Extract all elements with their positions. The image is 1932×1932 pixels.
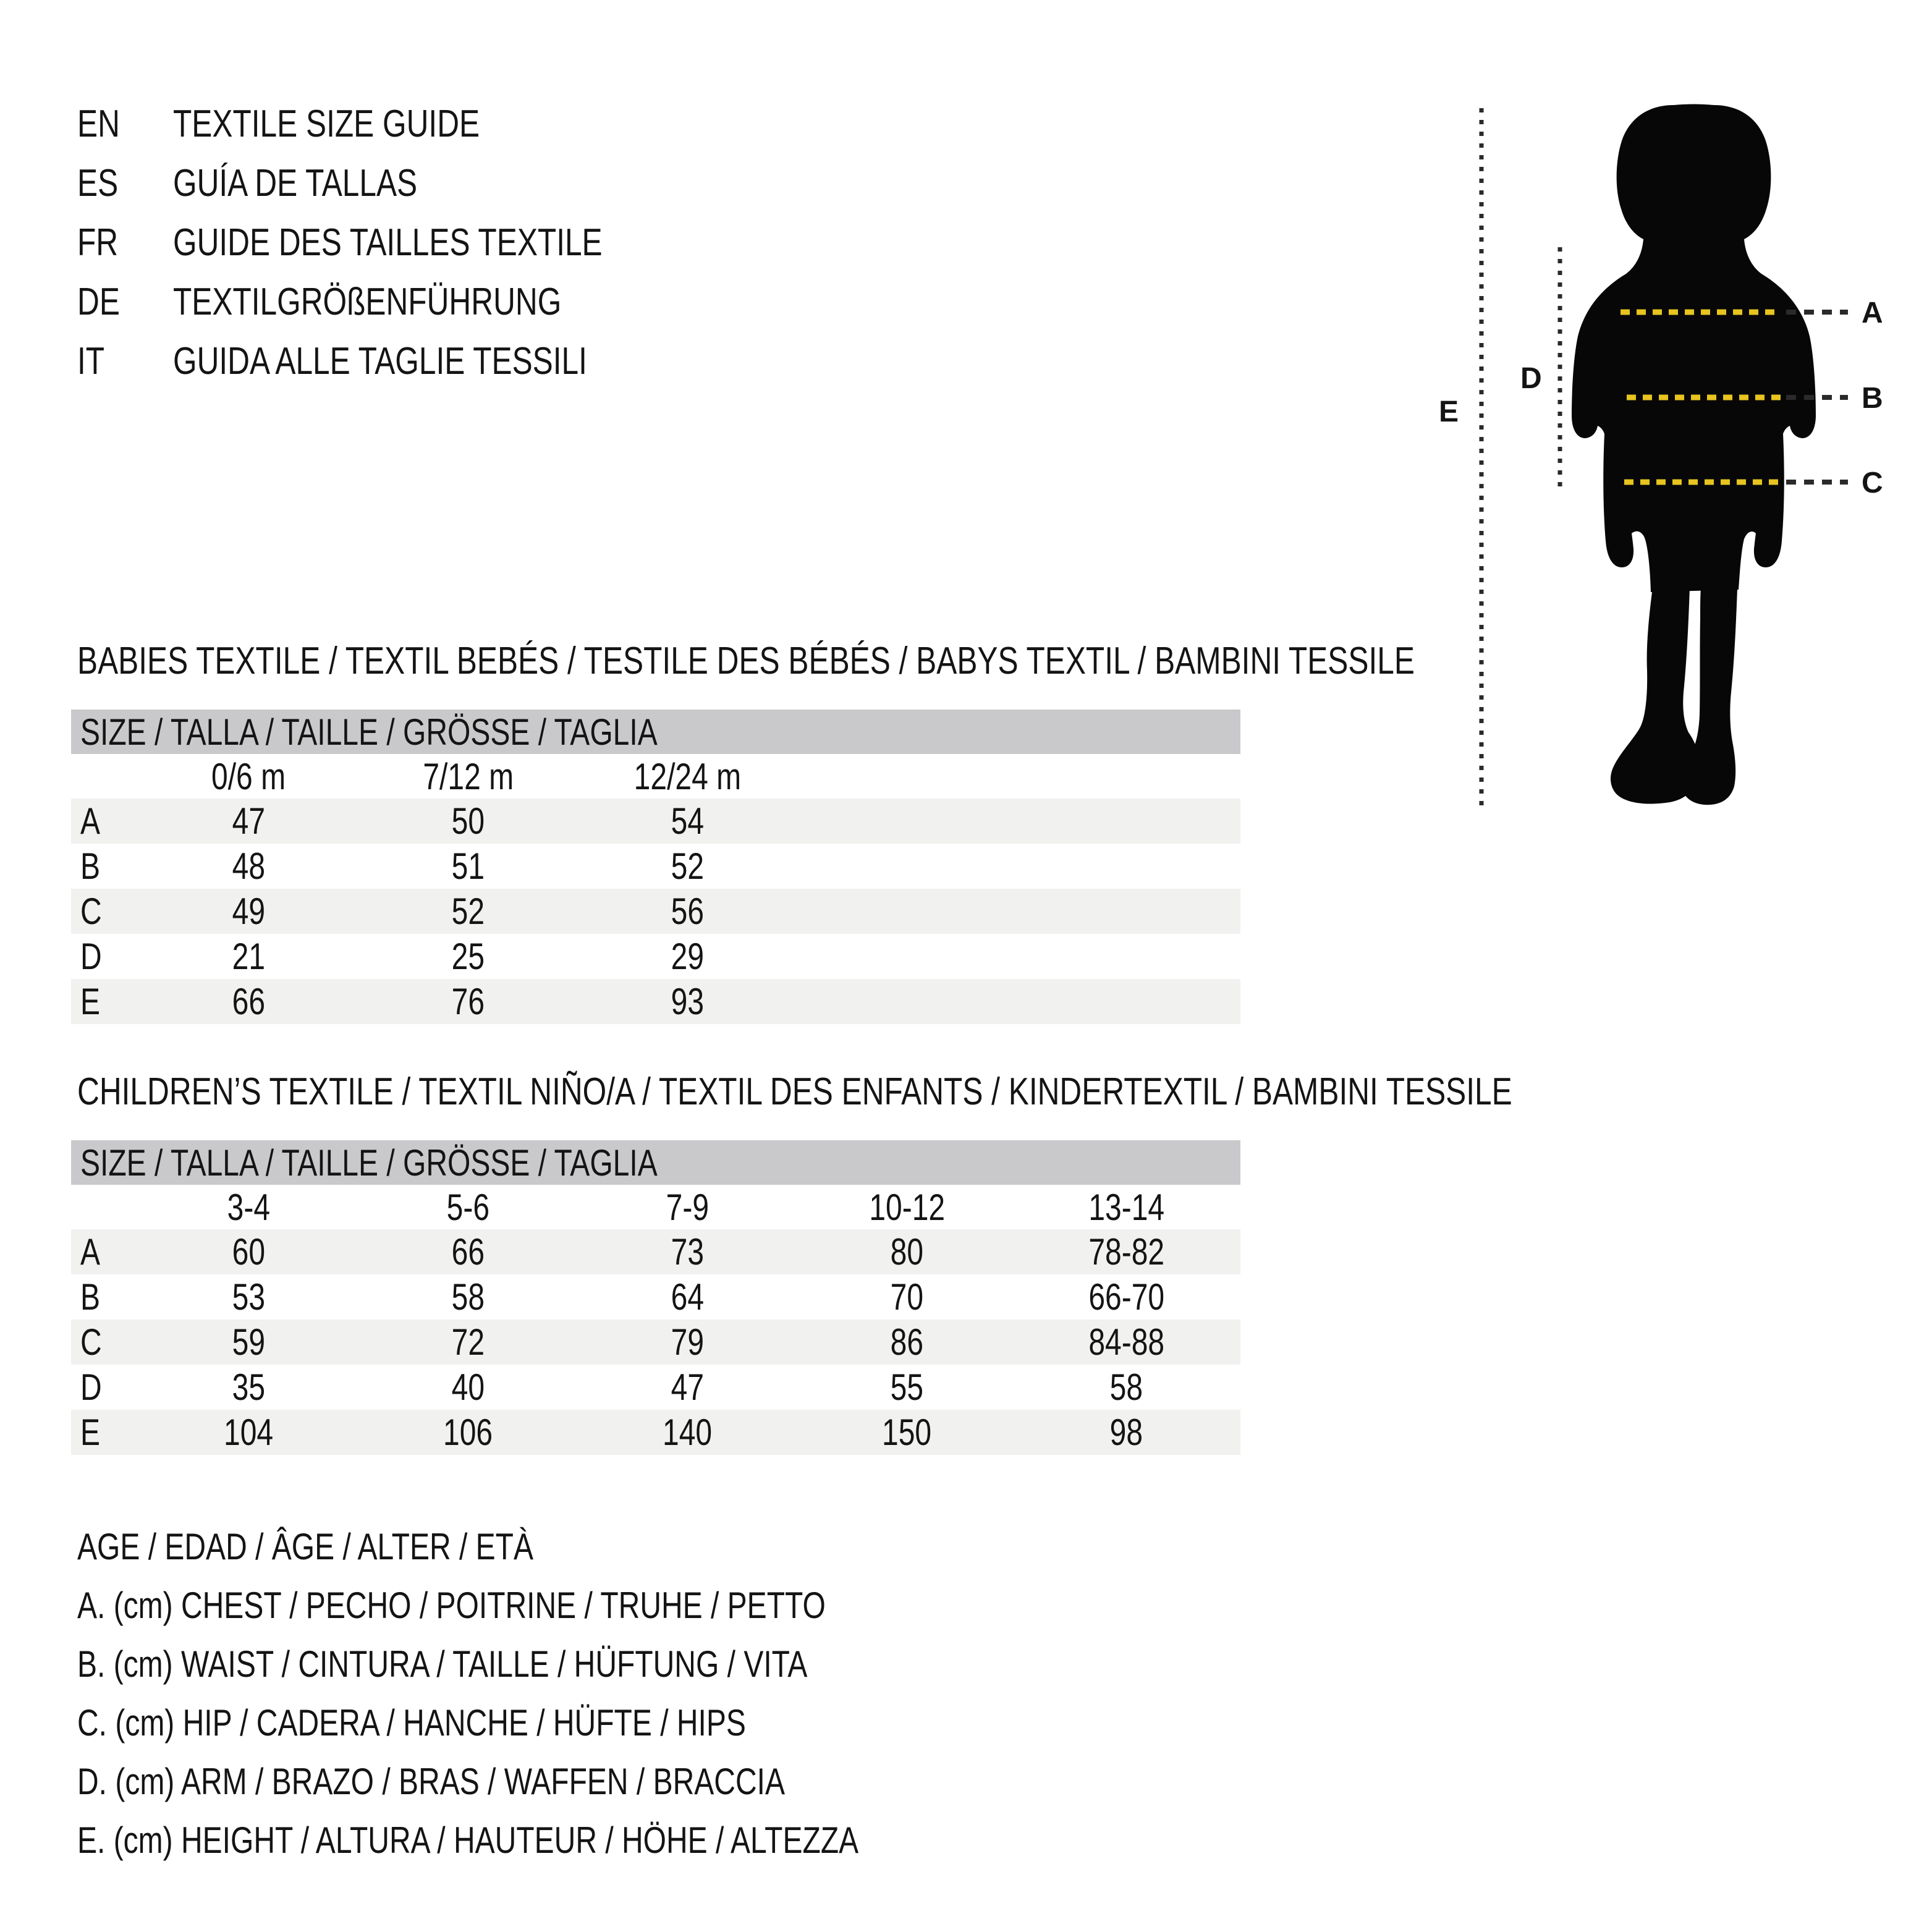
cell-value: 55 — [890, 1366, 924, 1408]
cell-value: 25 — [451, 936, 485, 977]
babies-column-header-row — [71, 754, 1240, 799]
legend-chest: A. (cm) CHEST / PECHO / POITRINE / TRUHE / PETTO — [77, 1585, 826, 1626]
legend-age: AGE / EDAD / ÂGE / ALTER / ETÀ — [77, 1526, 533, 1567]
row-label: E — [80, 1412, 101, 1453]
children-col-7-9: 7-9 — [666, 1186, 710, 1228]
child-silhouette-body — [1572, 104, 1816, 593]
title-row-es — [77, 153, 710, 213]
title-row-en — [77, 94, 710, 153]
babies-row-a — [71, 799, 1240, 844]
cell-value: 47 — [671, 1366, 705, 1408]
children-row-c — [71, 1320, 1240, 1365]
cell-value: 60 — [232, 1231, 266, 1273]
children-column-header-row — [71, 1185, 1240, 1229]
children-col-5-6: 5-6 — [446, 1186, 490, 1228]
language-code-de: DE — [77, 280, 120, 323]
babies-row-b — [71, 844, 1240, 889]
figure-label-e: E — [1439, 396, 1459, 428]
cell-value: 29 — [671, 936, 705, 977]
child-measurement-figure — [1391, 74, 1932, 847]
language-code-it: IT — [77, 339, 105, 383]
cell-value: 35 — [232, 1366, 266, 1408]
legend-height: E. (cm) HEIGHT / ALTURA / HAUTEUR / HÖHE / ALTEZZA — [77, 1820, 859, 1861]
cell-value: 106 — [443, 1412, 493, 1453]
cell-value: 21 — [232, 936, 266, 977]
cell-value: 59 — [232, 1321, 266, 1363]
cell-value: 72 — [451, 1321, 485, 1363]
babies-col-7-12m: 7/12 m — [423, 755, 514, 797]
guide-title-de: TEXTILGRÖßENFÜHRUNG — [173, 280, 562, 323]
row-label: D — [80, 936, 102, 977]
cell-value: 48 — [232, 845, 266, 887]
cell-value: 76 — [451, 981, 485, 1022]
legend-hip: C. (cm) HIP / CADERA / HANCHE / HÜFTE / HIPS — [77, 1702, 746, 1743]
cell-value: 150 — [882, 1412, 932, 1453]
cell-value: 98 — [1109, 1412, 1143, 1453]
measurement-legend — [77, 1517, 1054, 1870]
guide-title-it: GUIDA ALLE TAGLIE TESSILI — [173, 339, 587, 383]
babies-col-0-6m: 0/6 m — [211, 755, 286, 797]
figure-label-c: C — [1862, 467, 1883, 499]
row-label: A — [80, 800, 101, 842]
cell-value: 58 — [451, 1276, 485, 1318]
cell-value: 50 — [451, 800, 485, 842]
cell-value: 53 — [232, 1276, 266, 1318]
row-label: E — [80, 981, 101, 1022]
language-code-fr: FR — [77, 221, 119, 264]
cell-value: 66 — [451, 1231, 485, 1273]
cell-value: 104 — [224, 1412, 274, 1453]
cell-value: 40 — [451, 1366, 485, 1408]
babies-section-title: BABIES TEXTILE / TEXTIL BEBÉS / TESTILE DES BÉBÉS / BABYS TEXTIL / BAMBINI TESSILE — [77, 640, 1415, 682]
title-row-it — [77, 331, 710, 391]
figure-label-a: A — [1862, 297, 1883, 329]
row-label: B — [80, 1276, 101, 1318]
cell-value: 78-82 — [1088, 1231, 1164, 1273]
cell-value: 52 — [671, 845, 705, 887]
babies-row-d — [71, 934, 1240, 979]
babies-row-c — [71, 889, 1240, 934]
cell-value: 70 — [890, 1276, 924, 1318]
cell-value: 73 — [671, 1231, 705, 1273]
cell-value: 58 — [1109, 1366, 1143, 1408]
title-block — [77, 94, 710, 391]
guide-title-en: TEXTILE SIZE GUIDE — [173, 102, 480, 145]
cell-value: 79 — [671, 1321, 705, 1363]
children-row-e — [71, 1410, 1240, 1455]
legend-arm: D. (cm) ARM / BRAZO / BRAS / WAFFEN / BRACCIA — [77, 1761, 785, 1802]
figure-label-d: D — [1520, 362, 1542, 395]
cell-value: 49 — [232, 891, 266, 932]
title-row-de — [77, 272, 710, 331]
guide-title-es: GUÍA DE TALLAS — [173, 161, 418, 205]
legend-waist: B. (cm) WAIST / CINTURA / TAILLE / HÜFTUNG / VITA — [77, 1643, 808, 1685]
cell-value: 47 — [232, 800, 266, 842]
figure-label-b: B — [1862, 382, 1883, 415]
child-silhouette-right-leg — [1680, 587, 1737, 805]
children-size-header-label: SIZE / TALLA / TAILLE / GRÖSSE / TAGLIA — [80, 1142, 658, 1184]
children-section-title: CHILDREN’S TEXTILE / TEXTIL NIÑO/A / TEXTIL DES ENFANTS / KINDERTEXTIL / BAMBINI TESSILE — [77, 1070, 1512, 1113]
title-row-fr — [77, 213, 710, 272]
cell-value: 80 — [890, 1231, 924, 1273]
children-size-header-bar — [71, 1140, 1240, 1185]
children-col-10-12: 10-12 — [869, 1186, 945, 1228]
cell-value: 56 — [671, 891, 705, 932]
babies-size-table — [71, 710, 1240, 1024]
children-size-table — [71, 1140, 1240, 1455]
children-row-a — [71, 1229, 1240, 1274]
cell-value: 64 — [671, 1276, 705, 1318]
cell-value: 54 — [671, 800, 705, 842]
cell-value: 66 — [232, 981, 266, 1022]
language-code-en: EN — [77, 102, 120, 145]
row-label: D — [80, 1366, 102, 1408]
babies-col-12-24m: 12/24 m — [633, 755, 742, 797]
language-code-es: ES — [77, 161, 119, 205]
babies-row-e — [71, 979, 1240, 1024]
cell-value: 93 — [671, 981, 705, 1022]
cell-value: 52 — [451, 891, 485, 932]
children-col-3-4: 3-4 — [227, 1186, 271, 1228]
babies-size-header-label: SIZE / TALLA / TAILLE / GRÖSSE / TAGLIA — [80, 711, 658, 753]
row-label: C — [80, 891, 102, 932]
children-row-d — [71, 1365, 1240, 1410]
cell-value: 66-70 — [1088, 1276, 1164, 1318]
cell-value: 84-88 — [1088, 1321, 1164, 1363]
children-col-13-14: 13-14 — [1088, 1186, 1164, 1228]
guide-title-fr: GUIDE DES TAILLES TEXTILE — [173, 221, 603, 264]
row-label: C — [80, 1321, 102, 1363]
row-label: B — [80, 845, 101, 887]
cell-value: 140 — [663, 1412, 713, 1453]
babies-size-header-bar — [71, 710, 1240, 754]
cell-value: 51 — [451, 845, 485, 887]
children-row-b — [71, 1274, 1240, 1320]
cell-value: 86 — [890, 1321, 924, 1363]
row-label: A — [80, 1231, 101, 1273]
